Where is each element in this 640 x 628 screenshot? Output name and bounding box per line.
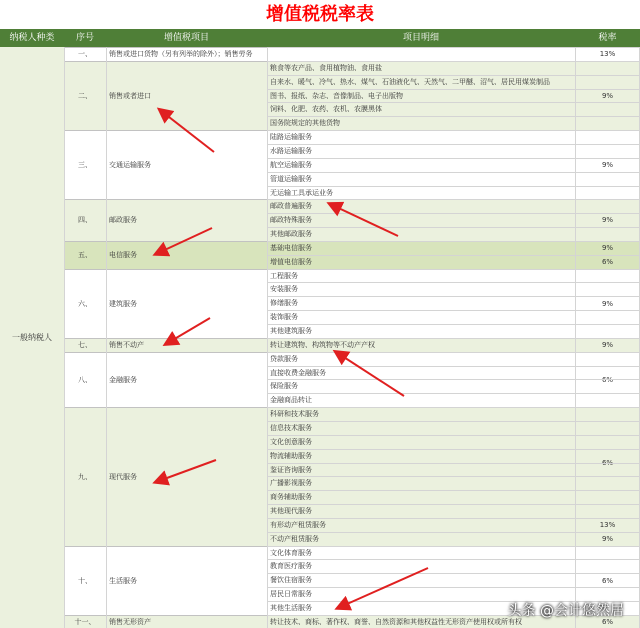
detail-cell-text: 工程服务 xyxy=(270,271,298,280)
header-item: 增值税项目 xyxy=(163,33,209,43)
detail-cell-text: 其他现代服务 xyxy=(270,507,312,515)
seq-cell-text: 九、 xyxy=(78,472,92,481)
detail-cell-text: 其他建筑服务 xyxy=(270,327,312,335)
detail-cell-text: 转让建筑物、构筑物等不动产产权 xyxy=(270,341,375,349)
detail-cell-text: 邮政特殊服务 xyxy=(270,216,312,224)
detail-cell-text: 管道运输服务 xyxy=(270,175,312,183)
item-cell-text: 生活服务 xyxy=(109,576,137,585)
detail-cell-text: 直接收费金融服务 xyxy=(270,368,326,377)
detail-cell-text: 水路运输服务 xyxy=(270,147,312,155)
arrow-annotation xyxy=(160,110,214,152)
seq-cell-text: 十、 xyxy=(78,576,92,585)
seq-cell-text: 十一、 xyxy=(74,618,96,626)
rate-cell-text: 9% xyxy=(601,244,614,252)
seq-cell-text: 四、 xyxy=(78,216,92,224)
header-detail: 项目明细 xyxy=(402,33,439,43)
seq-cell-text: 二、 xyxy=(78,91,92,100)
taxpayer-type-label: 一般纳税人 xyxy=(12,333,52,342)
detail-cell-text: 广播影视服务 xyxy=(270,479,312,487)
detail-cell-text: 国务院规定的其他货物 xyxy=(270,119,340,127)
detail-cell-text: 增值电信服务 xyxy=(270,258,312,266)
detail-cell-text: 物流辅助服务 xyxy=(270,452,312,460)
rate-cell-text: 9% xyxy=(601,216,614,224)
item-cell-text: 销售或进口货物（另有列举的除外）；销售劳务 xyxy=(109,50,253,58)
seq-cell-text: 七、 xyxy=(78,341,92,349)
rate-cell-text: 6% xyxy=(601,258,614,266)
arrow-annotation xyxy=(156,460,216,482)
detail-cell-text: 自来水、暖气、冷气、热水、煤气、石油液化气、天然气、二甲醚、沼气、居民用煤炭制品 xyxy=(270,78,550,86)
detail-cell-text: 不动产租赁服务 xyxy=(270,535,319,543)
rate-cell-text: 6% xyxy=(601,576,614,585)
rate-cell-text: 13% xyxy=(599,50,616,58)
header-taxpayer-type: 纳税人种类 xyxy=(9,33,55,43)
detail-cell-text: 其他邮政服务 xyxy=(270,230,312,238)
rate-cell-text: 9% xyxy=(601,341,614,349)
item-cell-text: 现代服务 xyxy=(109,472,137,481)
detail-cell-text: 其他生活服务 xyxy=(270,604,312,612)
detail-cell-text: 安装服务 xyxy=(270,285,298,293)
item-cell-text: 销售无形资产 xyxy=(109,618,151,626)
detail-cell-text: 无运输工具承运业务 xyxy=(270,188,333,197)
rate-cell-text: 9% xyxy=(601,299,614,308)
item-cell-text: 交通运输服务 xyxy=(109,160,151,169)
detail-cell-text: 居民日常服务 xyxy=(270,590,312,598)
arrow-annotation xyxy=(338,568,428,608)
detail-cell-text: 信息技术服务 xyxy=(270,424,312,432)
arrow-annotation xyxy=(330,204,398,236)
item-cell-text: 邮政服务 xyxy=(109,216,137,224)
detail-cell-text: 陆路运输服务 xyxy=(270,133,312,141)
item-cell-text: 建筑服务 xyxy=(109,299,137,308)
item-cell-text: 金融服务 xyxy=(109,375,137,384)
detail-cell-text: 教育医疗服务 xyxy=(270,562,312,570)
detail-cell-text: 鉴证咨询服务 xyxy=(270,465,312,474)
detail-cell-text: 修缮服务 xyxy=(270,299,298,307)
seq-cell-text: 一、 xyxy=(78,50,92,58)
detail-cell-text: 文化体育服务 xyxy=(270,548,312,557)
header-seq: 序号 xyxy=(75,33,94,43)
detail-cell-text: 科研和技术服务 xyxy=(270,410,319,418)
item-cell-text: 销售或者进口 xyxy=(109,91,151,100)
detail-cell-text: 有形动产租赁服务 xyxy=(270,521,326,529)
rate-cell-text: 9% xyxy=(601,160,614,169)
header-rate: 税率 xyxy=(598,33,617,43)
rate-cell-text: 9% xyxy=(601,91,614,100)
rate-cell-text: 13% xyxy=(599,521,616,529)
item-cell-text: 电信服务 xyxy=(109,251,137,259)
detail-cell-text: 饲料、化肥、农药、农机、农膜黑体 xyxy=(270,105,382,113)
detail-cell-text: 餐饮住宿服务 xyxy=(270,576,312,584)
arrow-annotation xyxy=(336,352,404,396)
rate-cell-text: 9% xyxy=(601,535,614,543)
item-cell-text: 销售不动产 xyxy=(109,341,144,349)
detail-cell-text: 贷款服务 xyxy=(270,355,298,363)
detail-cell-text: 装饰服务 xyxy=(270,313,298,321)
rate-cell-text: 6% xyxy=(601,618,614,626)
detail-cell-text: 粮食等农产品、食用植物油、食用盐 xyxy=(270,64,382,72)
detail-cell-text: 图书、报纸、杂志、音像制品、电子出版物 xyxy=(270,91,403,100)
seq-cell-text: 五、 xyxy=(78,251,92,259)
detail-cell-text: 文化创意服务 xyxy=(270,438,312,446)
detail-cell-text: 转让技术、商标、著作权、商誉、自然资源和其他权益性无形资产使用权或所有权 xyxy=(270,618,522,626)
detail-cell-text: 航空运输服务 xyxy=(270,161,312,169)
watermark: 头条 @会计悠然居 xyxy=(507,603,624,619)
seq-cell-text: 三、 xyxy=(78,160,92,169)
arrow-annotation xyxy=(156,228,212,254)
seq-cell-text: 六、 xyxy=(78,299,92,308)
detail-cell-text: 商务辅助服务 xyxy=(270,493,312,501)
seq-cell-text: 八、 xyxy=(78,375,92,384)
detail-cell-text: 邮政普遍服务 xyxy=(270,202,312,210)
detail-cell-text: 保险服务 xyxy=(270,382,298,390)
detail-cell-text: 基础电信服务 xyxy=(270,244,312,252)
arrow-annotation xyxy=(166,318,210,344)
page-title: 增值税税率表 xyxy=(0,0,640,29)
detail-cell-text: 金融商品转让 xyxy=(270,396,312,404)
